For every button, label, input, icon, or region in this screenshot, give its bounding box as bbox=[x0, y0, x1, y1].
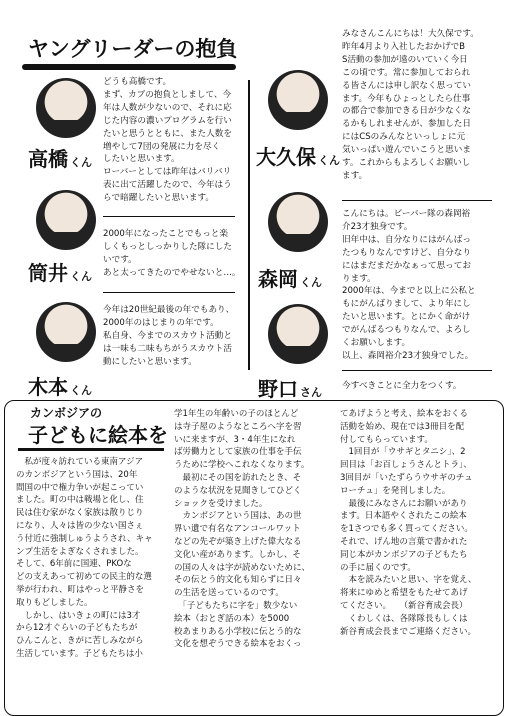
avatar-noguchi bbox=[268, 304, 328, 364]
text-noguchi: 今すべきことに全力をつくす。 bbox=[342, 381, 462, 391]
divider bbox=[103, 292, 235, 293]
text-okubo: みなさんこんにちは！大久保です。 昨年4月より入社したおかげでB S活動の参加が遠のいていく今日 この頃です。常に参加しておられ る皆さんには申し訳なく思ってい ます。今年もひょっとしたら仕事 の都合で参加できる日が少なくな るかもしれませんが、参加した日 にはCSのみんなといっしょに元 気いっぱい遊んでいこうと思いま す。これからもよろしくお願いし ます。 bbox=[342, 29, 479, 181]
divider bbox=[342, 370, 492, 371]
avatar-tsutsui bbox=[36, 190, 96, 250]
name-noguchi: 野口 さん bbox=[258, 377, 322, 401]
page-title: ヤングリーダーの抱負 bbox=[28, 37, 238, 61]
cambodia-col3: てあげようと考え、絵本をおくる 活動を始め、現在では3冊目を配 付してもらっています。 1回目が「ウサギとタニシ」、2 回目は「お百しょうさんとトラ」、 3回目が「いたずらうウサギのチュ ローチュ」を発刊しました。 最後にみなさんにお願いがあり ます。日本語やくされたこの絵本 を1さつでも多く買ってください。 それで、げん地の言葉で書かれた 同じ本がカンボジアの子どもたち の手に届くのです。 本を読みたいと思い、字を覚え、 将来にゆめと希望をもたせてあげ てください。 （新谷育成会長） くわしくは、各隊隊長もしくは 新谷育成会長までご連絡ください。 bbox=[340, 409, 477, 637]
text-takahashi: どうも高橋です。 まず、カブの抱負としまして、今 年は人数が少ないので、それに応 じた内容の濃いプログラムを行い たいと思うとともに、また人数を 増やして7団の発展に力を尽く したいと思います。 ローバーとしては昨年はバリバリ 表に出て活躍したので、今年はう らで暗躍したいと思います。 bbox=[103, 77, 232, 204]
avatar-okubo bbox=[268, 70, 328, 130]
avatar-takahashi bbox=[36, 78, 96, 138]
name-morioka: 森岡 くん bbox=[258, 267, 322, 291]
divider bbox=[342, 200, 492, 201]
name-okubo: 大久保 くん bbox=[256, 145, 340, 169]
cambodia-title: 子どもに絵本を bbox=[28, 423, 168, 447]
cambodia-title-underline bbox=[18, 448, 164, 451]
divider bbox=[103, 216, 235, 217]
column-divider bbox=[248, 80, 250, 370]
cambodia-col1: 私が度々訪れている東南アジア のカンボジアという国は、20年 間国の中で権力争いが起こってい ました。町の中は戦場と化し、住 民は住む家がなく家族は散りじり になり、人々は皆の少ない国さぇ う付近に強制しゅうようされ、キャ ンプ生活をよぎなくされました。 そして、6年前に国連、PKOな どの支えあって初めての民主的な選 挙が行われ、町はやっと平静さを 取りもどしました。 しかし、はいきょの町には3才 から12才ぐらいの子どもたちが ひんこんと、きがに苦しみながら 生活しています。子どもたちは小 bbox=[16, 457, 153, 659]
name-tsutsui: 筒井 くん bbox=[28, 261, 92, 285]
cambodia-subtitle: カンボジアの bbox=[30, 406, 103, 420]
avatar-kimoto bbox=[36, 302, 96, 362]
name-kimoto: 木本 くん bbox=[28, 375, 92, 399]
text-kimoto: 今年は20世紀最後の年でもあり、 2000年のはじまりの年です。 私自身、今までのスカウト活動と は一味も二味もちがうスカウト活 動にしたいと思います。 bbox=[103, 305, 235, 367]
text-tsutsui: 2000年になったことでもっと楽 しくもっとしっかりした隊にした いです。 あと太ってきたのでやせないと…。 bbox=[103, 229, 241, 278]
name-takahashi: 高橋 くん bbox=[28, 147, 92, 171]
title-underline bbox=[22, 64, 236, 70]
cambodia-col2: 学1年生の年齢いの子のほとんど は寺子屋のようなところへ字を習 いに来ますが、3・4年生になれ ば労働力として家族の仕事を手伝 うために学校へこれなくなります。 最初にその国を訪れたとき、そ のような状況を見聞きしてひどく ショックを受けました。 カンボジアという国は、あの世 界い遺で有名なアンコールワット などの先ぞが築き上げた偉大なる 文化い産があります。しかし、そ の国の人々は字が読めないために、 その伝とう的文化も知らずに日々 の生活を送っているのです。 「子どもたちに字を」数少ない 絵本（おとぎ話の本）を5000 校あまりある小学校に伝とう的な 文化を想ぞうできる絵本をおくっ bbox=[174, 409, 311, 650]
text-morioka: こんにちは。ビーバー隊の森岡裕 介23才独身です。 旧年中は、自分なりにはがんばっ たつもりなんですけど、自分なり にはまだまだかなぁって思ってお ります。 2000年は、今までと以上に公私と もにがんばりまして、より年にし たいと思います。とにかく命がけ でがんばるつもりなんで、よろし くお願いします。 以上、森岡裕介23才独身でした。 bbox=[342, 209, 476, 361]
avatar-morioka bbox=[268, 192, 328, 252]
